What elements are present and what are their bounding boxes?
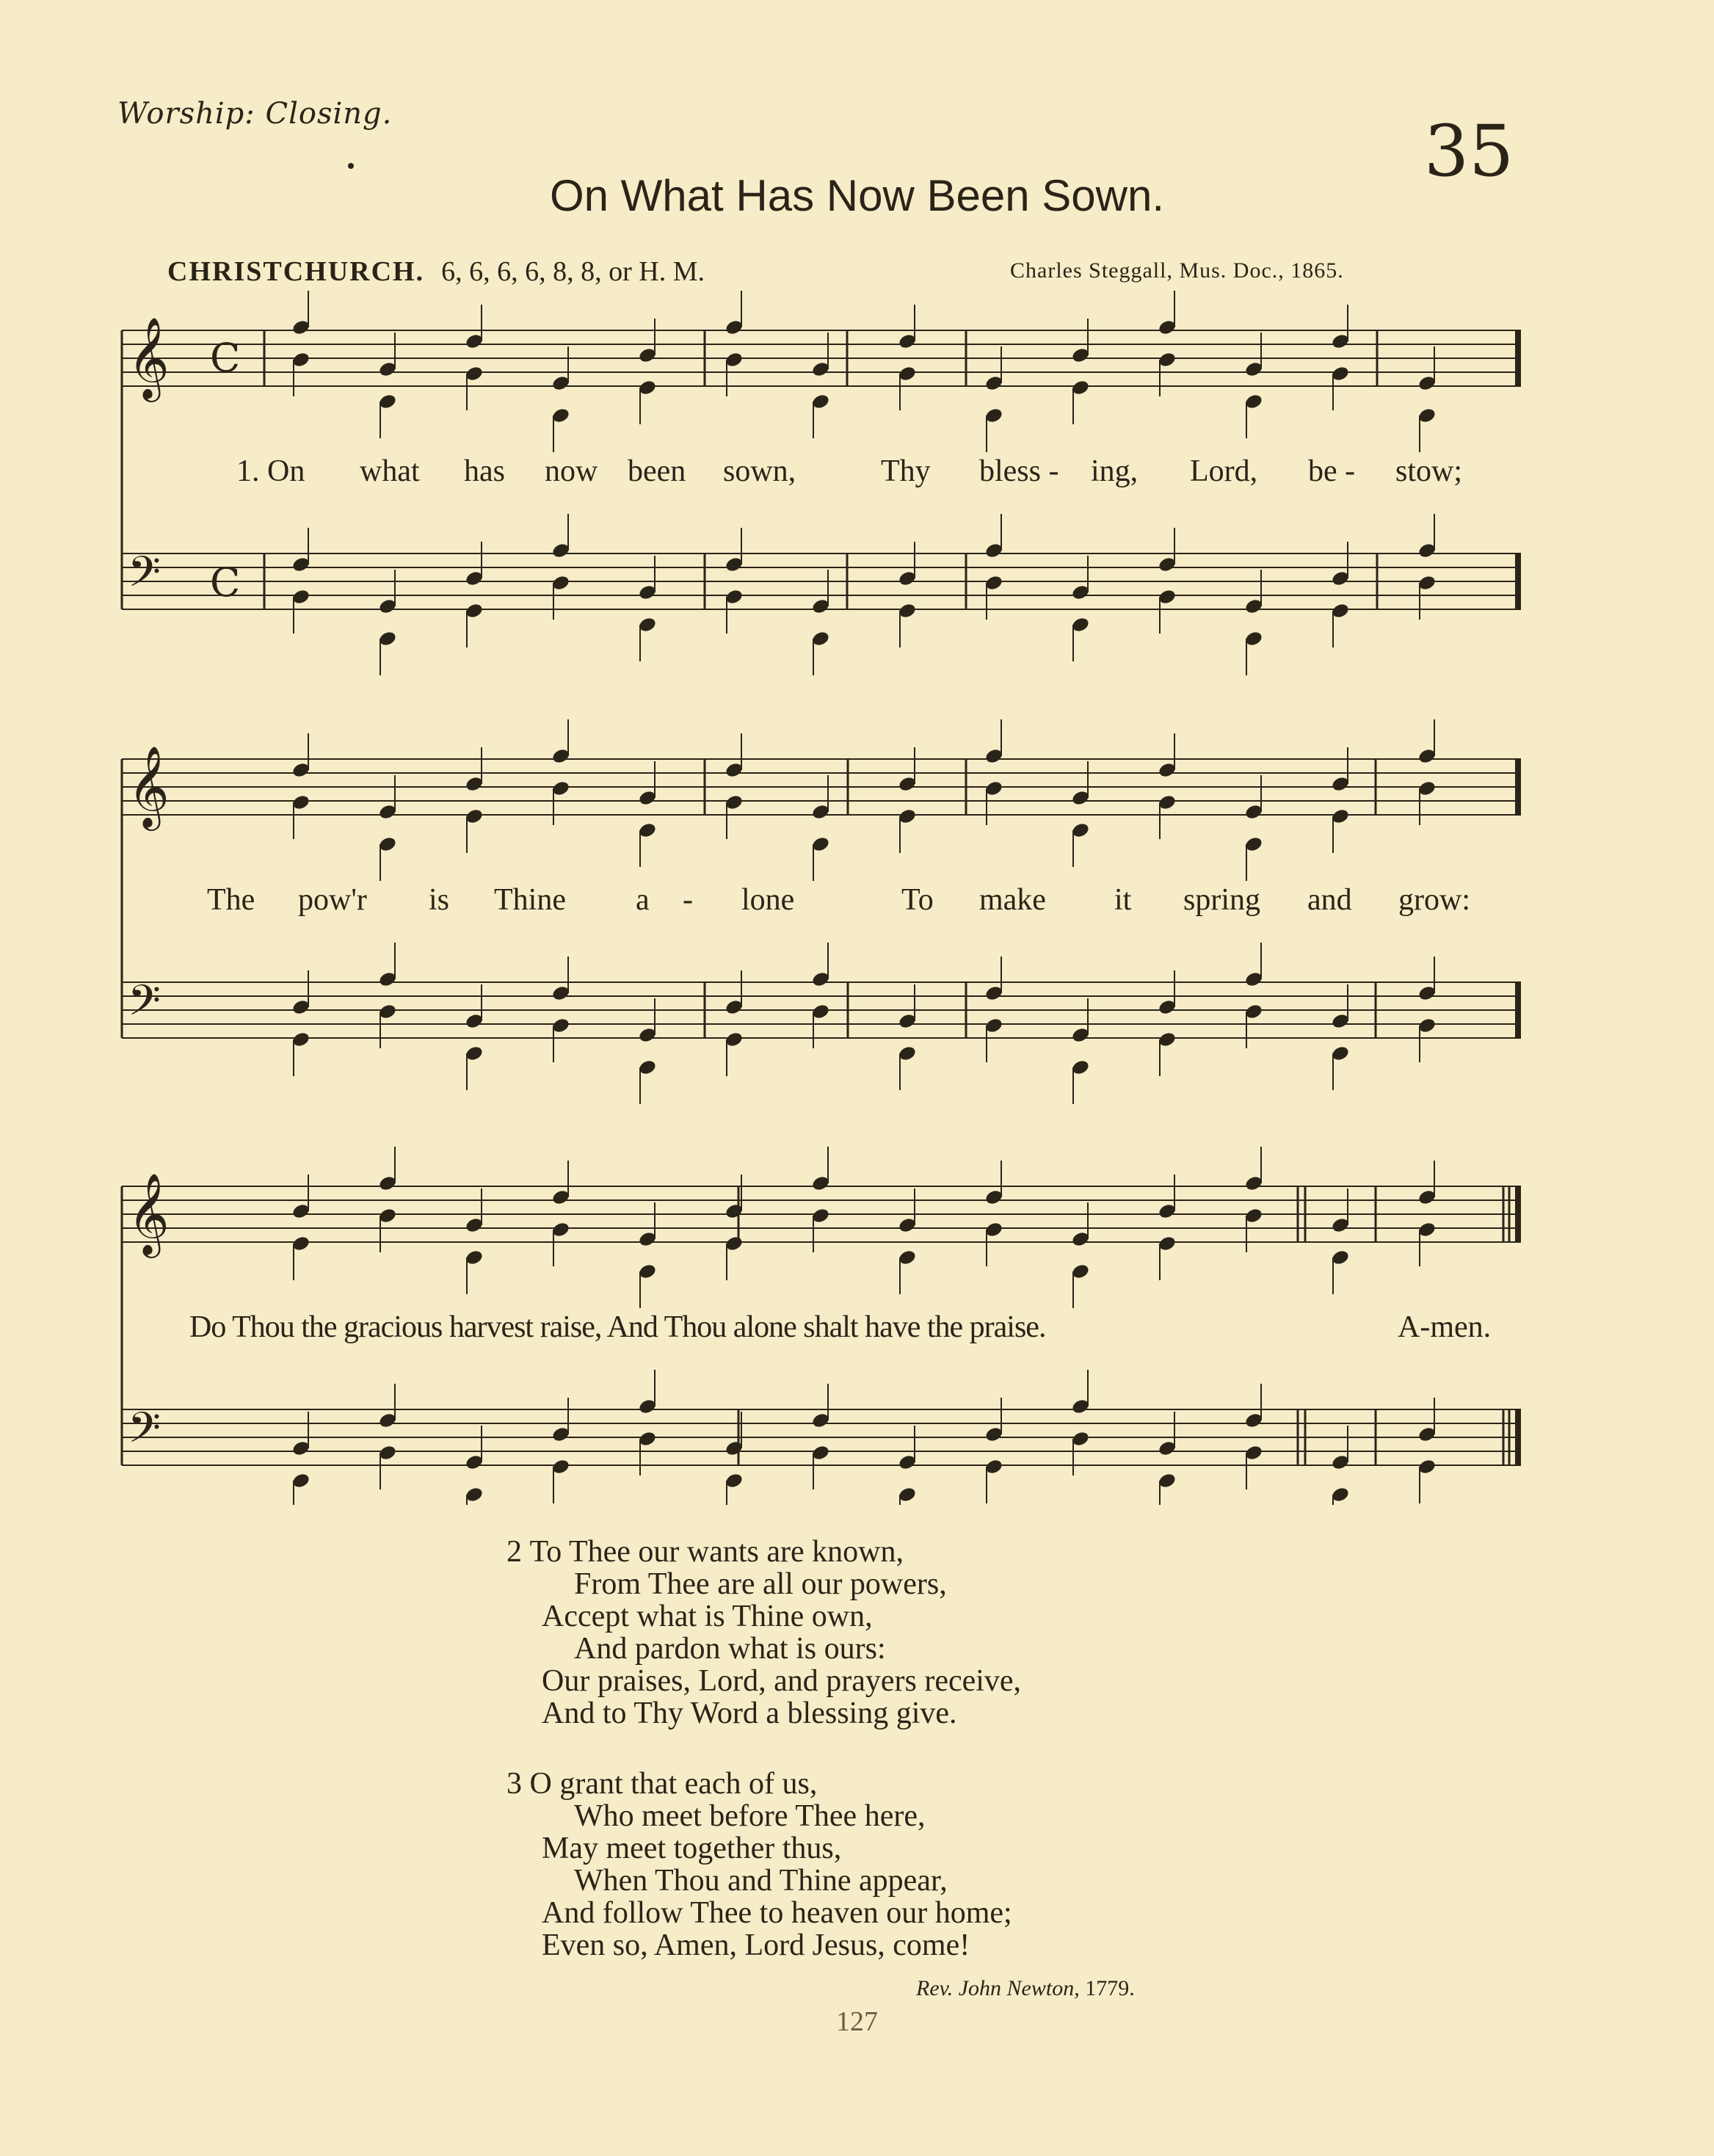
final-barline — [1515, 1186, 1521, 1242]
author-year: 1779. — [1085, 1976, 1135, 2000]
verses-block — [506, 1536, 1021, 2000]
verse-3 — [506, 1768, 1021, 1961]
syllable: ing, — [1091, 454, 1139, 488]
final-barline — [1515, 330, 1521, 386]
bass-clef-icon: 𝄢 — [128, 976, 161, 1036]
final-barline — [1515, 982, 1521, 1038]
syllable: and — [1307, 883, 1352, 917]
verse-line: And follow Thee to heaven our home; — [542, 1896, 1012, 1930]
ornament-dot — [348, 163, 354, 169]
syllable: - — [683, 883, 693, 917]
verse-line: Accept what is Thine own, — [542, 1600, 873, 1633]
syllable: Thy — [881, 454, 931, 488]
page-number: 127 — [836, 2006, 878, 2037]
syllable: lone — [741, 883, 795, 917]
treble-clef-icon: 𝄞 — [128, 1172, 170, 1255]
syllable: is — [429, 883, 450, 917]
composer-credit: Charles Steggall, Mus. Doc., 1865. — [1010, 258, 1344, 283]
final-barline — [1515, 759, 1521, 815]
lyric-line-2 — [0, 882, 1714, 919]
verse-line: When Thou and Thine appear, — [574, 1864, 948, 1898]
treble-clef-icon: 𝄞 — [128, 316, 170, 399]
verse-line — [506, 1536, 1021, 1568]
treble-clef-icon: 𝄞 — [128, 745, 170, 827]
common-time-icon: C — [210, 559, 241, 606]
syllable: a — [636, 883, 650, 917]
syllable: To — [901, 883, 934, 917]
verse-text: O grant that each of us, — [529, 1767, 818, 1801]
syllable: has — [464, 454, 505, 488]
bass-clef-icon: 𝄢 — [128, 1403, 161, 1463]
tune-meter: 6, 6, 6, 6, 8, 8, or H. M. — [441, 256, 705, 287]
syllable: sown, — [723, 454, 796, 488]
syllable: stow; — [1395, 454, 1463, 488]
syllable: 1. On — [236, 454, 305, 488]
verse-number: 2 — [506, 1535, 522, 1569]
verse-line: Who meet before Thee here, — [574, 1799, 926, 1833]
verse-line: May meet together thus, — [542, 1832, 842, 1865]
author-credit — [916, 1976, 1135, 2001]
syllable: make — [979, 883, 1046, 917]
syllable: Do Thou the gracious harvest raise, And Thou alone shalt have the praise. — [189, 1310, 1046, 1344]
verse-line — [506, 1768, 1021, 1800]
lyric-line-1 — [0, 454, 1714, 490]
syllable: pow'r — [298, 883, 367, 917]
verse-line: Our praises, Lord, and prayers receive, — [542, 1664, 1022, 1698]
syllable: Lord, — [1190, 454, 1258, 488]
common-time-icon: C — [210, 335, 241, 381]
hymn-title: On What Has Now Been Sown. — [549, 171, 1165, 220]
verse-number: 3 — [506, 1767, 522, 1801]
syllable: The — [207, 883, 255, 917]
syllable: grow: — [1398, 883, 1470, 917]
verse-text: To Thee our wants are known, — [529, 1535, 904, 1569]
hymn-number: 35 — [1424, 110, 1514, 192]
syllable: now — [545, 454, 598, 488]
verse-line: From Thee are all our powers, — [574, 1567, 947, 1601]
syllable: be - — [1308, 454, 1356, 488]
category-heading: Worship: Closing. — [117, 97, 393, 131]
verse-2 — [506, 1536, 1021, 1729]
syllable: bless - — [979, 454, 1059, 488]
syllable: what — [360, 454, 420, 488]
syllable: A-men. — [1398, 1310, 1492, 1344]
verse-line: And pardon what is ours: — [574, 1632, 886, 1666]
syllable: spring — [1183, 883, 1260, 917]
verse-line: Even so, Amen, Lord Jesus, come! — [542, 1928, 970, 1962]
bass-clef-icon: 𝄢 — [128, 547, 161, 607]
author-name: Rev. John Newton, — [916, 1976, 1080, 2000]
tune-name: CHRISTCHURCH. — [167, 256, 425, 287]
final-barline — [1515, 1409, 1521, 1465]
syllable: it — [1114, 883, 1132, 917]
syllable: been — [628, 454, 686, 488]
verse-line: And to Thy Word a blessing give. — [542, 1696, 957, 1730]
final-barline — [1515, 553, 1521, 609]
lyric-line-3 — [0, 1310, 1714, 1346]
syllable: Thine — [494, 883, 566, 917]
